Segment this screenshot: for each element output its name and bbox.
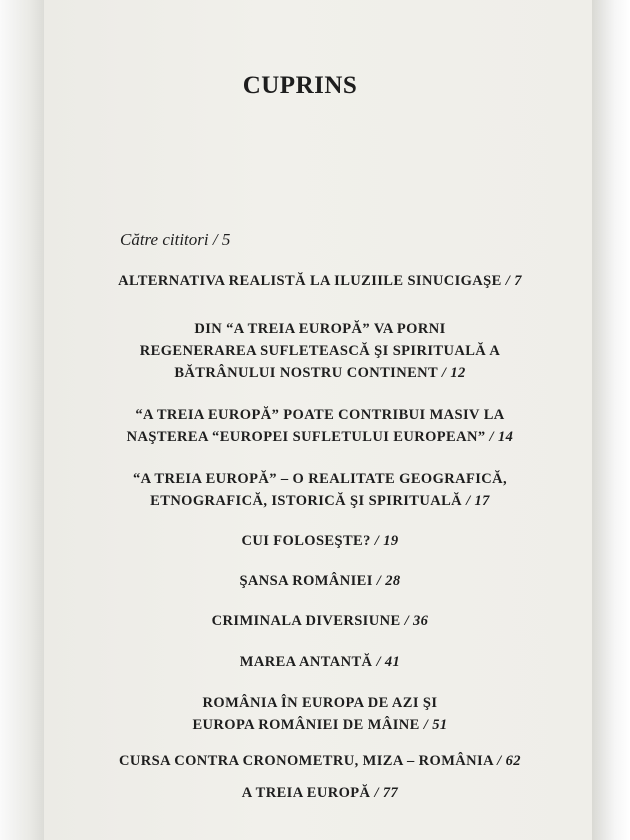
entry-line: MAREA ANTANTĂ bbox=[239, 654, 373, 670]
toc-entry-1 bbox=[60, 270, 580, 292]
entry-line: REGENERAREA SUFLETEASCĂ ŞI SPIRITUALĂ A bbox=[139, 343, 501, 359]
toc-entry-3 bbox=[60, 404, 580, 448]
toc-entry-6 bbox=[60, 570, 580, 592]
entry-page: / 41 bbox=[376, 654, 401, 670]
intro-page: / 5 bbox=[212, 230, 231, 249]
entry-line: DIN “A TREIA EUROPĂ” VA PORNI bbox=[194, 321, 446, 337]
entry-line: NAŞTEREA “EUROPEI SUFLETULUI EUROPEAN” bbox=[126, 429, 486, 445]
entry-line: ETNOGRAFICĂ, ISTORICĂ ŞI SPIRITUALĂ bbox=[150, 493, 463, 509]
entry-line: CRIMINALA DIVERSIUNE bbox=[211, 613, 401, 629]
entry-page: / 7 bbox=[505, 273, 522, 289]
entry-page: / 36 bbox=[404, 613, 429, 629]
entry-line: ROMÂNIA ÎN EUROPA DE AZI ŞI bbox=[202, 695, 438, 711]
entry-page: / 77 bbox=[374, 785, 399, 801]
toc-entry-8 bbox=[60, 651, 580, 673]
entry-page: / 14 bbox=[489, 429, 514, 445]
entry-line: ALTERNATIVA REALISTĂ LA ILUZIILE SINUCIGAŞE bbox=[118, 273, 502, 289]
entry-line: ŞANSA ROMÂNIEI bbox=[239, 573, 373, 589]
entry-line: BĂTRÂNULUI NOSTRU CONTINENT bbox=[174, 365, 438, 381]
entry-page: / 17 bbox=[466, 493, 490, 509]
page-title: CUPRINS bbox=[242, 72, 358, 99]
toc-entry-5 bbox=[60, 530, 580, 552]
toc-entry-4 bbox=[60, 468, 580, 512]
toc-entry-9 bbox=[60, 692, 580, 736]
page-right-edge bbox=[592, 0, 630, 840]
intro-entry bbox=[120, 230, 230, 250]
entry-page: / 28 bbox=[376, 573, 401, 589]
toc-entry-11 bbox=[60, 782, 580, 804]
entry-page: / 19 bbox=[374, 533, 399, 549]
entry-page: / 62 bbox=[497, 753, 521, 769]
page-left-shadow bbox=[0, 0, 44, 840]
toc-entry-2 bbox=[60, 318, 580, 384]
entry-line: CURSA CONTRA CRONOMETRU, MIZA – ROMÂNIA bbox=[119, 753, 494, 769]
entry-line: EUROPA ROMÂNIEI DE MÂINE bbox=[192, 717, 420, 733]
intro-text: Către cititori bbox=[120, 230, 209, 249]
entry-line: A TREIA EUROPĂ bbox=[241, 785, 371, 801]
entry-line: “A TREIA EUROPĂ” POATE CONTRIBUI MASIV LA bbox=[135, 407, 505, 423]
entry-line: “A TREIA EUROPĂ” – O REALITATE GEOGRAFICĂ, bbox=[132, 471, 508, 487]
entry-page: / 51 bbox=[423, 717, 448, 733]
entry-page: / 12 bbox=[441, 365, 466, 381]
toc-entry-10 bbox=[60, 750, 580, 772]
toc-entry-7 bbox=[60, 610, 580, 632]
entry-line: CUI FOLOSEŞTE? bbox=[241, 533, 371, 549]
